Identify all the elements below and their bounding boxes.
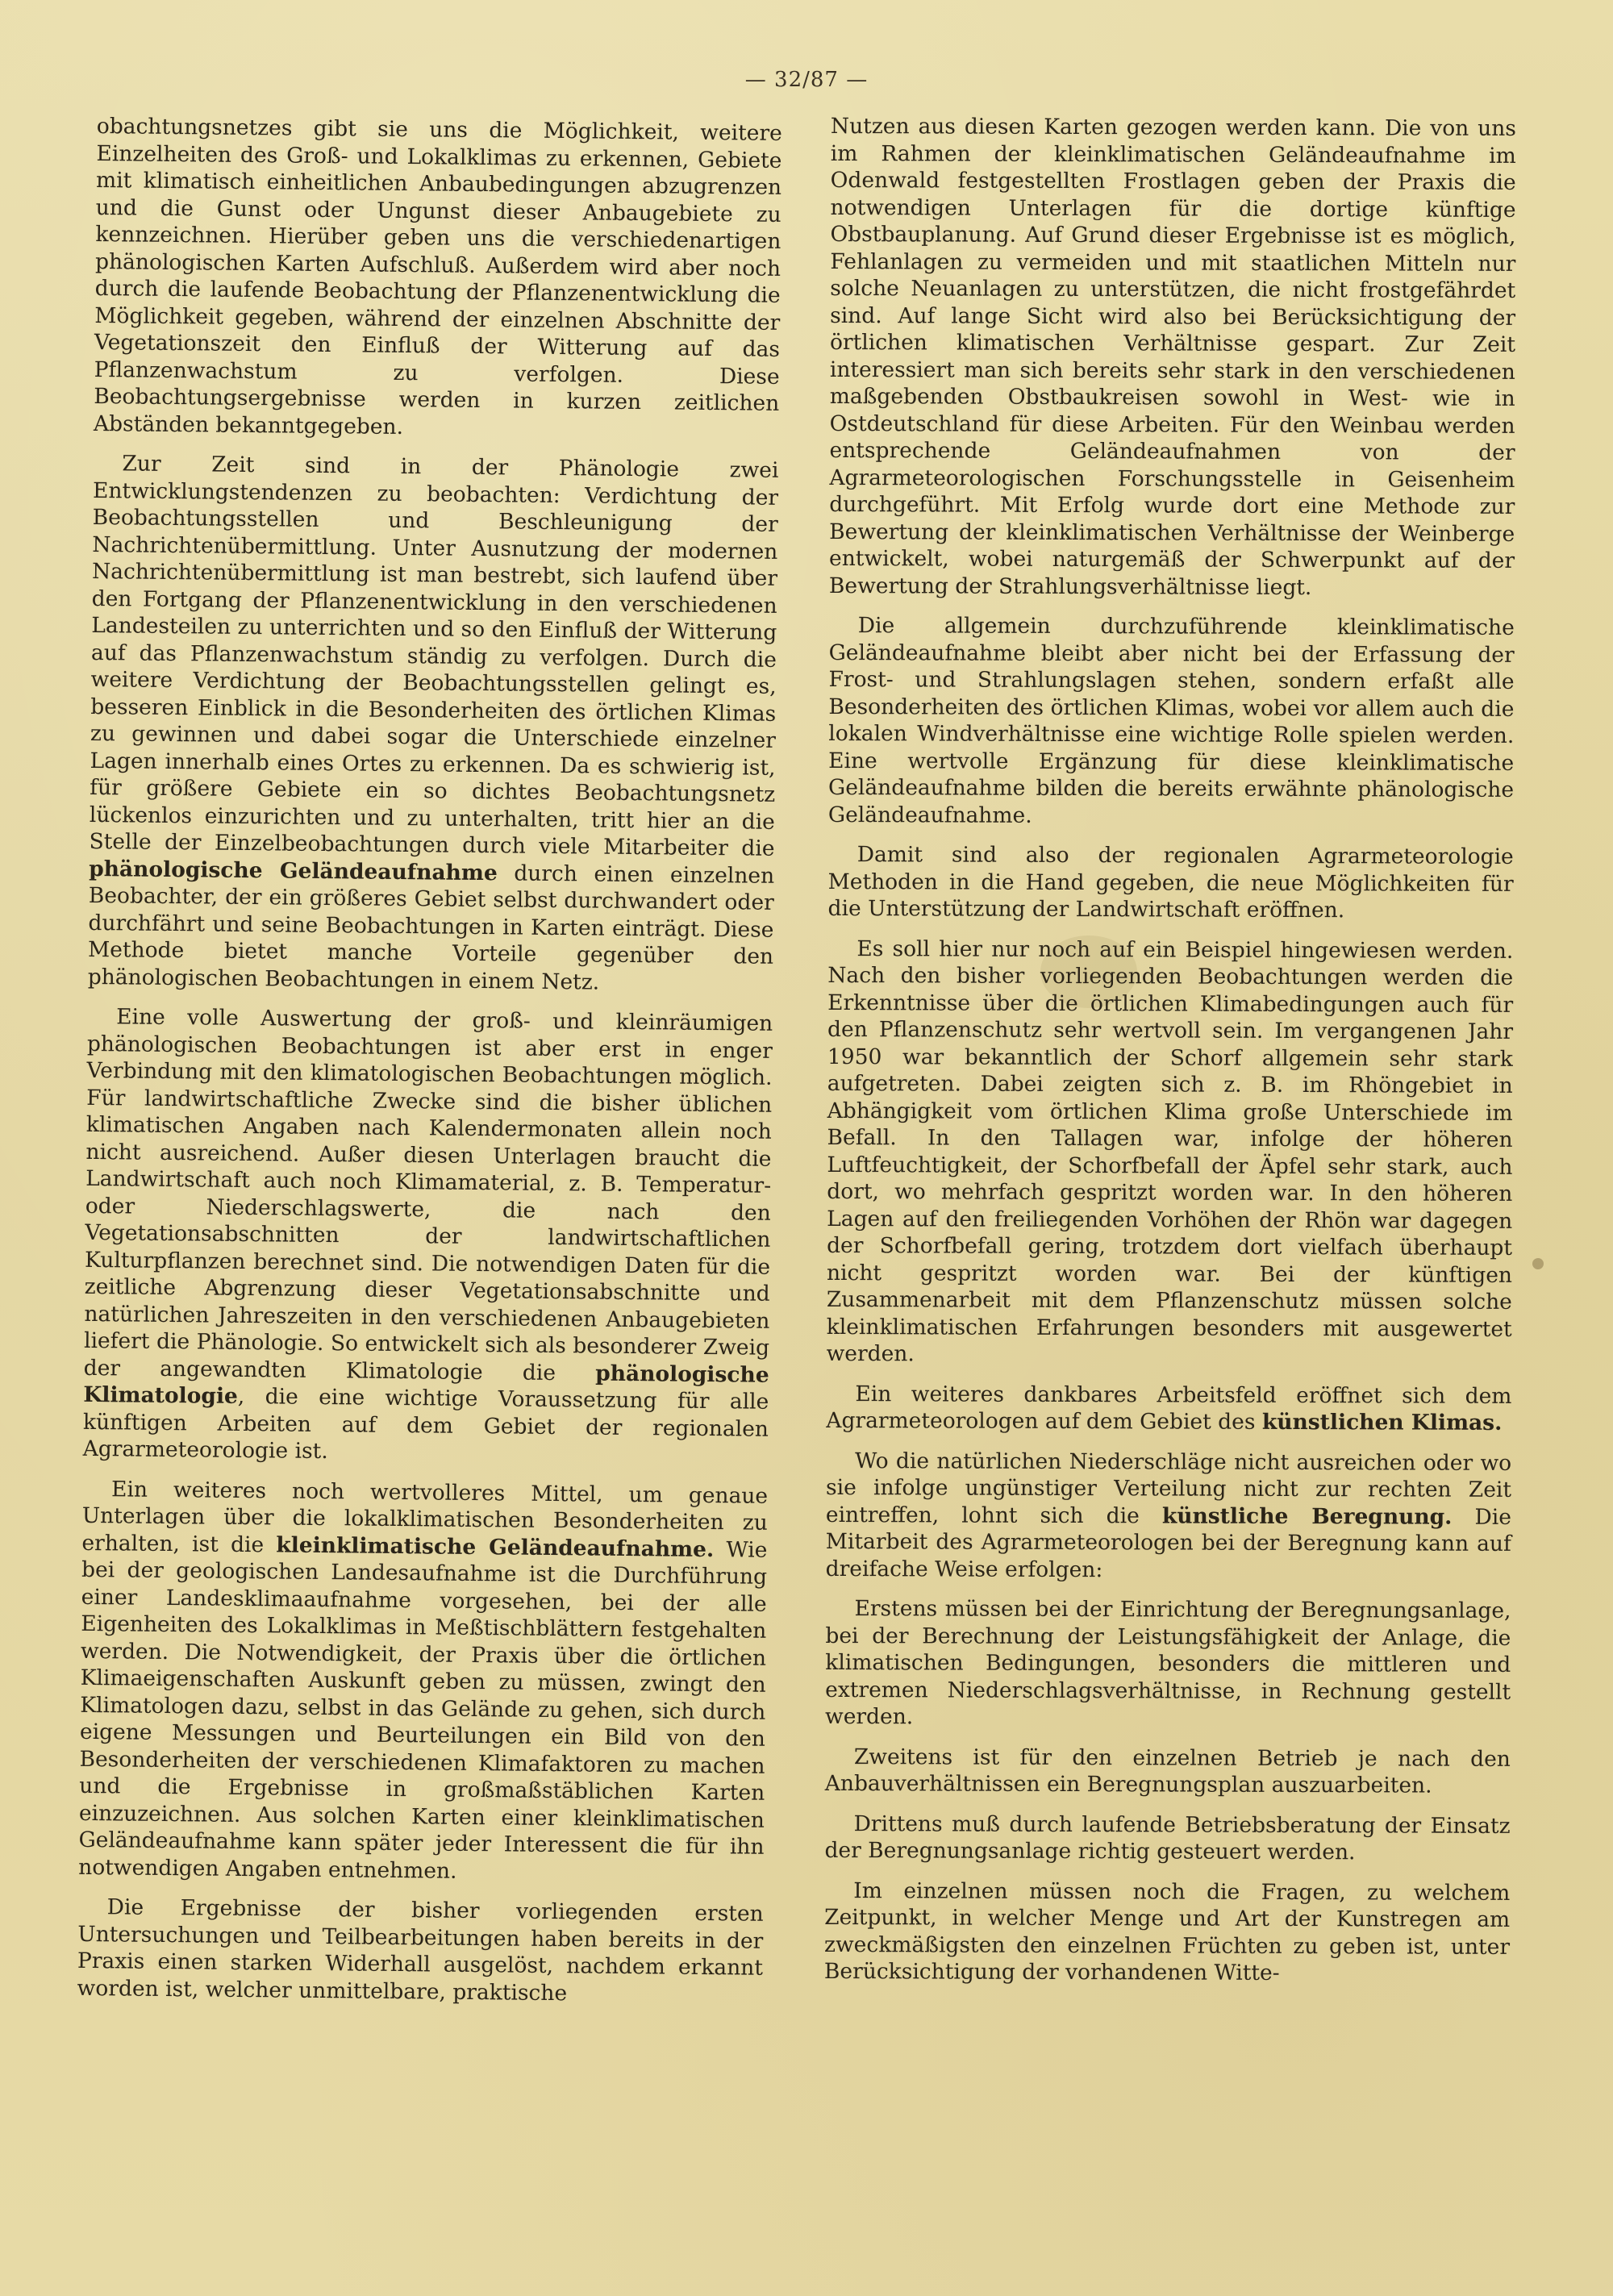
paragraph-text: Wo die natürlichen Niederschläge nicht ausreichen oder wo sie infolge ungünstiger Verteilung nicht zur rechten Zeit eintreffen, lohnt sich die [825,1448,1512,1528]
paragraph-text: Ein weiteres noch wertvolleres Mittel, um genaue Unterlagen über die lokalklimatischen Besonderheiten zu erhalten, ist die [81,1476,769,1557]
bold-term: kleinklimatische Geländeaufnahme. [276,1531,715,1562]
paragraph-text: Wie bei der geologischen Landesaufnahme ist die Durchführung einer Landesklimaaufnahme vorgesehen, bei der alle Eigenheiten des Lokalklimas in Meßtischblättern festgehalten werden. Die Notwendigkeit, der Praxis über die örtlichen Klimaeigenschaften Auskunft geben zu müssen, zwingt den Klimatologen dazu, selbst in das Gelände zu gehen, sich durch eigene Messungen und Beurteilungen ein Bild von den Besonderheiten der verschiedenen Klimafaktoren zu machen und die Ergebnisse in großmaßstäblichen Karten einzuzeichnen. Aus solchen Karten einer kleinklimatischen Geländeaufnahme kann später jeder Interessent die für ihn notwendigen Angaben entnehmen. [78,1536,768,1884]
paragraph-text: Zur Zeit sind in der Phänologie zwei Entwicklungstendenzen zu beobachten: Verdichtung der Beobachtungsstellen und Beschleunigung der Nachrichtenübermittlung. Unter Ausnutzung der modernen Nachrichtenübermittlung ist man bestrebt, sich laufend über den Fortgang der Pflanzenentwicklung in den verschiedenen Landesteilen zu unterrichten und so den Einfluß der Witterung auf das Pflanzenwachstum ständig zu verfolgen. Durch die weitere Verdichtung der Beobachtungsstellen gelingt es, besseren Einblick in die Besonderheiten des örtlichen Klimas zu gewinnen und dabei sogar die Unterschiede einzelner Lagen innerhalb eines Ortes zu erkennen. Da es schwierig ist, für größere Gebiete ein so dichtes Beobachtungsnetz lückenlos einzurichten und zu unterhalten, tritt hier an die Stelle der Einzelbeobachtungen durch viele Mitarbeiter die [89,451,779,861]
paragraph-text: Eine volle Auswertung der groß- und kleinräumigen phänologischen Beobachtungen ist aber erst in enger Verbindung mit den klimatologischen Beobachtungen möglich. Für landwirtschaftliche Zwecke sind die bisher üblichen klimatischen Angaben nach Kalendermonaten allein noch nicht ausreichend. Außer diesen Unterlagen braucht die Landwirtschaft auch noch Klimamaterial, z. B. Temperatur- oder Niederschlagswerte, die nach den Vegetationsabschnitten der landwirtschaftlichen Kulturpflanzen berechnet sind. Die notwendigen Daten für die zeitliche Abgrenzung dieser Vegetationsabschnitte und natürlichen Jahreszeiten in den verschiedenen Anbaugebieten liefert die Phänologie. So entwickelt sich als besonderer Zweig der angewandten Klimatologie die [83,1004,773,1386]
paragraph-text: Im einzelnen müssen noch die Fragen, zu welchem Zeitpunkt, in welcher Menge und Art der Kunstregen am zweckmäßigsten den einzelnen Früchten zu geben ist, unter Berücksichtigung der vorhandenen Witte- [823,1877,1511,1986]
paragraph-text: Die Ergebnisse der bisher vorliegenden ersten Untersuchungen und Teilbearbeitungen haben bereits in der Praxis einen starken Widerhall ausgelöst, nachdem erkannt worden ist, welcher unmittelbare, praktische [77,1894,764,2006]
paragraph-text: Ein weiteres dankbares Arbeitsfeld eröffnet sich dem Agrarmeteorologen auf dem Gebiet des [826,1381,1512,1435]
paragraph-text: Erstens müssen bei der Einrichtung der Beregnungsanlage, bei der Berechnung der Leistungsfähigkeit der Anlage, die klimatischen Bedingungen, besonders die mittleren und extremen Niederschlagsverhältnisse, in Rechnung gestellt werden. [825,1596,1511,1730]
paragraph-text: Es soll hier nur noch auf ein Beispiel hingewiesen werden. Nach den bisher vorliegenden Beobachtungen werden die Erkenntnisse über die örtlichen Klimabedingungen auch für den Pflanzenschutz sehr wertvoll sein. Im vergangenen Jahr 1950 war bekanntlich der Schorf allgemein sehr stark aufgetreten. Dabei zeigten sich z. B. im Rhöngebiet in Abhängigkeit vom örtlichen Klima große Unterschiede im Befall. In den Tallagen war, infolge der höheren Luftfeuchtigkeit, der Schorfbefall der Äpfel sehr stark, auch dort, wo mehrfach gespritzt worden war. In den höheren Lagen auf den freiliegenden Vorhöhen der Rhön war dagegen der Schorfbefall gering, trotzdem dort vielfach überhaupt nicht gespritzt worden war. Bei der künftigen Zusammenarbeit mit dem Pflanzenschutz müssen solche kleinklimatischen Erfahrungen besonders mit ausgewertet werden. [826,935,1514,1367]
paragraph [828,612,1515,831]
paragraph-text: durch einen einzelnen Beobachter, der ein größeres Gebiet selbst durchwandert oder durchfährt und seine Beobachtungen in Karten einträgt. Diese Methode bietet manche Vorteile gegenüber den phänologischen Beobachtungen in einem Netz. [87,860,775,995]
paragraph-text: Die allgemein durchzuführende kleinklimatische Geländeaufnahme bleibt aber nicht bei der Erfassung der Frost- und Strahlungslagen stehen, sondern erfaßt alle Besonderheiten des örtlichen Klimas, wobei vor allem auch die lokalen Windverhältnisse eine wichtige Rolle spielen werden. Eine wertvolle Ergänzung für diese kleinklimatische Geländeaufnahme bilden die bereits erwähnte phänologische Geländeaufnahme. [827,613,1515,828]
left-column [77,113,782,2022]
bold-term: künstlichen Klimas. [1261,1409,1503,1436]
paragraph [824,1810,1510,1866]
paragraph [826,1447,1512,1584]
paragraph [824,1877,1510,1987]
paragraph-text: , die eine wichtige Voraussetzung für alle künftigen Arbeiten auf dem Gebiet der regionalen Agrarmeteorologie ist. [82,1383,769,1465]
paragraph [827,935,1514,1369]
paragraph [827,841,1513,924]
paragraph-text: Drittens muß durch laufende Betriebsberatung der Einsatz der Beregnungsanlage richtig gesteuert werden. [824,1811,1511,1865]
paragraph [826,1380,1511,1436]
paragraph-text: obachtungsnetzes gibt sie uns die Möglichkeit, weitere Einzelheiten des Groß- und Lokalklimas zu erkennen, Gebiete mit klimatisch einheitlichen Anbaubedingungen abzugrenzen und die Gunst oder Ungunst dieser Anbaugebiete zu kennzeichnen. Hierüber geben uns die verschiedenartigen phänologischen Karten Aufschluß. Außerdem wird aber noch durch die laufende Beobachtung der Pflanzenentwicklung die Möglichkeit gegeben, während der einzelnen Abschnitte der Vegetationszeit den Einfluß der Witterung auf das Pflanzenwachstum zu verfolgen. Diese Beobachtungsergebnisse werden in kurzen zeitlichen Abständen bekanntgegeben. [93,113,782,440]
paragraph [829,113,1516,602]
bold-term: künstliche Beregnung. [1161,1502,1453,1530]
paper-stain [1532,1258,1544,1269]
paragraph [78,1475,768,1887]
paragraph-text: Zweitens ist für den einzelnen Betrieb je nach den Anbauverhältnissen ein Beregnungsplan auszuarbeiten. [824,1744,1511,1798]
paragraph-text: Damit sind also der regionalen Agrarmeteorologie Methoden in die Hand gegeben, die neue Möglichkeiten für die Unterstützung der Landwirtschaft eröffnen. [827,842,1514,923]
paragraph [825,1743,1511,1799]
paragraph [94,113,782,444]
paragraph [825,1595,1511,1732]
paragraph [82,1003,773,1469]
paragraph-text: Nutzen aus diesen Karten gezogen werden kann. Die von uns im Rahmen der kleinklimatischen Geländeaufnahme im Odenwald festgestellten Frostlagen geben der Praxis die notwendigen Unterlagen für die dortige künftige Obstbauplanung. Auf Grund dieser Ergebnisse ist es möglich, Fehlanlagen zu vermeiden und mit staatlichen Mitteln nur solche Neuanlagen zu unterstützen, die nicht frostgefährdet sind. Auf lange Sicht wird also bei Berücksichtigung der örtlichen klimatischen Verhältnisse gespart. Zur Zeit interessiert man sich bereits sehr stark in den verschiedenen maßgebenden Obstbaukreisen sowohl in West- wie in Ostdeutschland für diese Arbeiten. Für den Weinbau werden entsprechende Geländeaufnahmen von der Agrarmeteorologischen Forschungsstelle in Geisenheim durchgeführt. Mit Erfolg wurde dort eine Methode zur Bewertung der kleinklimatischen Verhältnisse der Weinberge entwickelt, wobei naturgemäß der Schwerpunkt auf der Bewertung der Strahlungsverhältnisse liegt. [828,114,1516,600]
paragraph-text: Die Mitarbeit des Agrarmeteorologen bei der Beregnung kann auf dreifache Weise erfolgen: [825,1504,1511,1582]
paragraph [88,450,779,998]
right-column [824,113,1516,2000]
bold-term: phänologische Klimatologie [83,1361,769,1409]
bold-term: phänologische Geländeaufnahme [89,856,498,885]
paragraph [77,1894,763,2009]
page-number: — 32/87 — [744,68,869,92]
